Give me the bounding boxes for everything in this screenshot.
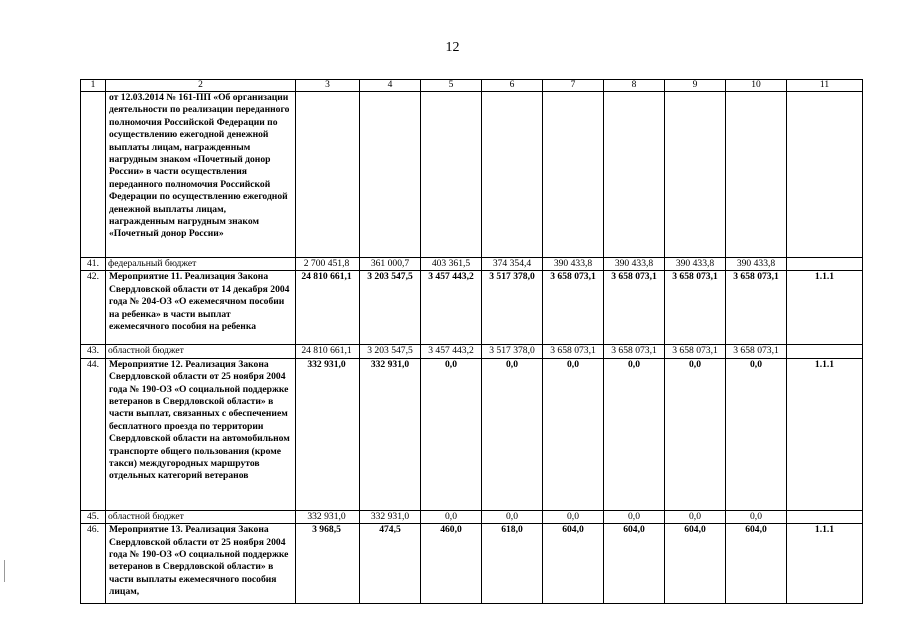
table-row: [81, 510, 863, 523]
value-cell: 403 361,5: [421, 258, 482, 271]
value-cell: 3 658 073,1: [604, 345, 665, 358]
value-cell: 0,0: [726, 358, 787, 510]
value-cell: 361 000,7: [360, 258, 421, 271]
value-cell: 3 968,5: [296, 524, 360, 604]
row-description: от 12.03.2014 № 161-ПП «Об организации деятельности по реализации переданного полномочия Российской Федерации по осуществлению ежегодной денежной выплаты лицам, награжденным нагрудным знаком «Почетный донор России» в части осуществления переданного полномочия Российской Федерации по осуществлению ежегодной денежной выплаты лицам, награжденным нагрудным знаком «Почетный донор России»: [106, 92, 296, 258]
value-cell: 460,0: [421, 524, 482, 604]
value-cell: 3 658 073,1: [665, 345, 726, 358]
value-cell: 390 433,8: [543, 258, 604, 271]
row-description: Мероприятие 13. Реализация Закона Свердловской области от 25 ноября 2004 года № 190-ОЗ «О социальной поддержке ветеранов в Свердловской области» в части выплаты ежемесячного пособия лицам,: [106, 524, 296, 604]
value-cell: 3 457 443,2: [421, 271, 482, 345]
target-code: [787, 92, 863, 258]
value-cell: 332 931,0: [360, 510, 421, 523]
value-cell: 3 658 073,1: [665, 271, 726, 345]
target-code: 1.1.1: [787, 524, 863, 604]
value-cell: 332 931,0: [296, 358, 360, 510]
target-code: 1.1.1: [787, 271, 863, 345]
value-cell: 332 931,0: [296, 510, 360, 523]
target-code: [787, 510, 863, 523]
row-number: 44.: [81, 358, 106, 510]
row-number: 46.: [81, 524, 106, 604]
header-cell: 10: [726, 80, 787, 92]
value-cell: 3 658 073,1: [543, 345, 604, 358]
value-cell: [665, 92, 726, 258]
value-cell: 24 810 661,1: [296, 345, 360, 358]
row-description: федеральный бюджет: [106, 258, 296, 271]
header-cell: 6: [482, 80, 543, 92]
header-cell: 1: [81, 80, 106, 92]
header-cell: 4: [360, 80, 421, 92]
header-cell: 7: [543, 80, 604, 92]
value-cell: 3 517 378,0: [482, 271, 543, 345]
value-cell: 604,0: [665, 524, 726, 604]
table-row: [81, 271, 863, 345]
header-row: [81, 80, 863, 92]
table-row: [81, 92, 863, 258]
value-cell: 0,0: [543, 510, 604, 523]
value-cell: 604,0: [604, 524, 665, 604]
value-cell: 3 457 443,2: [421, 345, 482, 358]
header-cell: 9: [665, 80, 726, 92]
value-cell: 604,0: [543, 524, 604, 604]
value-cell: 618,0: [482, 524, 543, 604]
value-cell: 3 658 073,1: [726, 345, 787, 358]
header-cell: 5: [421, 80, 482, 92]
table-row: [81, 258, 863, 271]
value-cell: 0,0: [421, 510, 482, 523]
value-cell: 0,0: [604, 358, 665, 510]
value-cell: [726, 92, 787, 258]
value-cell: 3 203 547,5: [360, 345, 421, 358]
target-code: [787, 345, 863, 358]
row-number: 43.: [81, 345, 106, 358]
value-cell: 3 658 073,1: [543, 271, 604, 345]
table-row: [81, 524, 863, 604]
value-cell: 332 931,0: [360, 358, 421, 510]
value-cell: 0,0: [665, 510, 726, 523]
row-number: [81, 92, 106, 258]
row-number: 42.: [81, 271, 106, 345]
value-cell: 0,0: [482, 510, 543, 523]
value-cell: 390 433,8: [665, 258, 726, 271]
value-cell: [360, 92, 421, 258]
target-code: [787, 258, 863, 271]
value-cell: 374 354,4: [482, 258, 543, 271]
table-row: [81, 358, 863, 510]
target-code: 1.1.1: [787, 358, 863, 510]
value-cell: 3 517 378,0: [482, 345, 543, 358]
scan-mark: [4, 560, 5, 582]
value-cell: [482, 92, 543, 258]
row-description: Мероприятие 11. Реализация Закона Свердловской области от 14 декабря 2004 года № 204-ОЗ «О ежемесячном пособии на ребенка» в части выплат ежемесячного пособия на ребенка: [106, 271, 296, 345]
value-cell: [296, 92, 360, 258]
value-cell: [604, 92, 665, 258]
value-cell: 0,0: [482, 358, 543, 510]
table-row: [81, 345, 863, 358]
header-cell: 11: [787, 80, 863, 92]
header-cell: 3: [296, 80, 360, 92]
value-cell: 3 658 073,1: [726, 271, 787, 345]
value-cell: 474,5: [360, 524, 421, 604]
value-cell: 604,0: [726, 524, 787, 604]
value-cell: [421, 92, 482, 258]
value-cell: [543, 92, 604, 258]
header-cell: 8: [604, 80, 665, 92]
value-cell: 0,0: [726, 510, 787, 523]
header-cell: 2: [106, 80, 296, 92]
value-cell: 390 433,8: [726, 258, 787, 271]
row-number: 41.: [81, 258, 106, 271]
row-description: областной бюджет: [106, 510, 296, 523]
value-cell: 0,0: [604, 510, 665, 523]
value-cell: 0,0: [421, 358, 482, 510]
value-cell: 3 658 073,1: [604, 271, 665, 345]
value-cell: 3 203 547,5: [360, 271, 421, 345]
value-cell: 0,0: [665, 358, 726, 510]
row-description: Мероприятие 12. Реализация Закона Свердловской области от 25 ноября 2004 года № 190-ОЗ «О социальной поддержке ветеранов в Свердловской области» в части выплат, связанных с обеспечением бесплатного проезда по территории Свердловской области на автомобильном транспорте общего пользования (кроме такси) междугородных маршрутов отдельных категорий ветеранов: [106, 358, 296, 510]
value-cell: 390 433,8: [604, 258, 665, 271]
budget-table: [80, 79, 863, 604]
row-number: 45.: [81, 510, 106, 523]
value-cell: 0,0: [543, 358, 604, 510]
value-cell: 2 700 451,8: [296, 258, 360, 271]
page-number: 12: [445, 40, 460, 55]
row-description: областной бюджет: [106, 345, 296, 358]
value-cell: 24 810 661,1: [296, 271, 360, 345]
